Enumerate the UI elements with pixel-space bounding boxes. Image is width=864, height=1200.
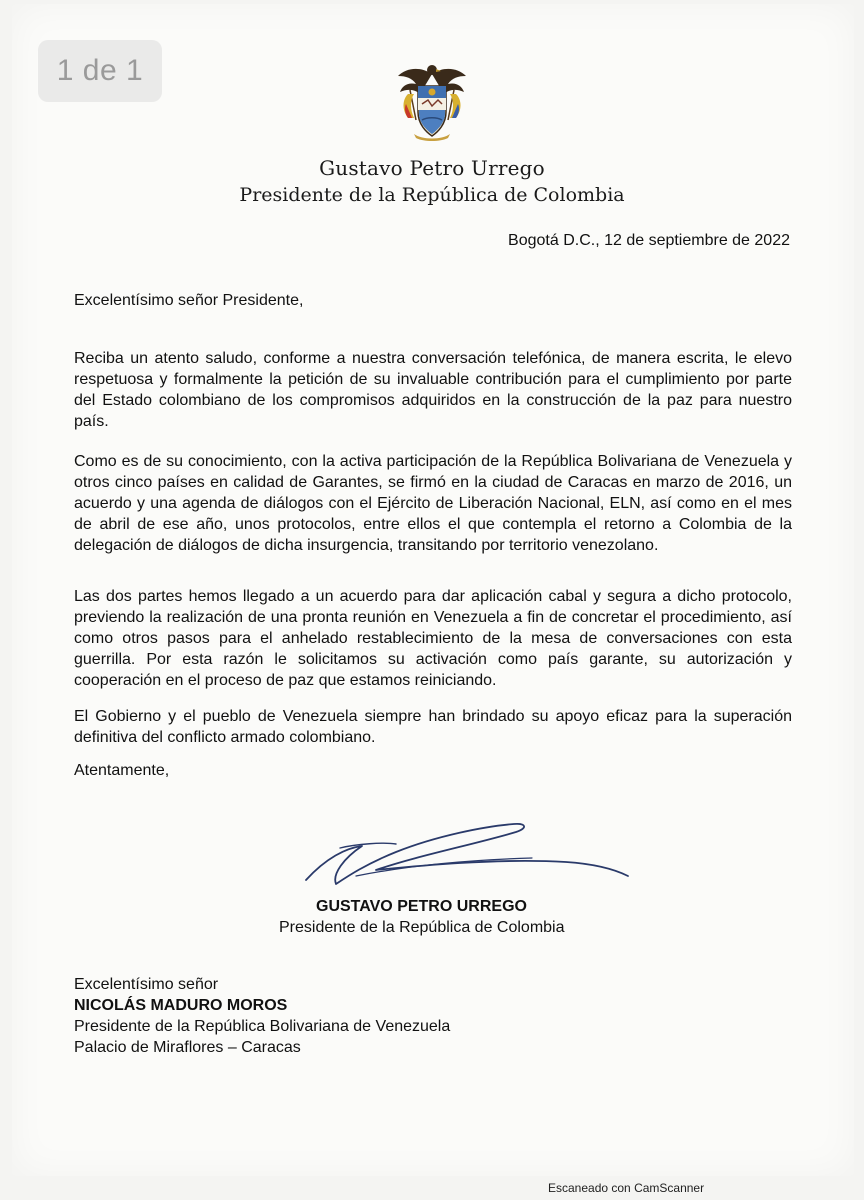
- letterhead-name: Gustavo Petro Urrego: [319, 156, 545, 180]
- addressee-block: [74, 974, 450, 1058]
- addressee-honorific: Excelentísimo señor: [74, 976, 219, 993]
- body-paragraph: El Gobierno y el pueblo de Venezuela siempre han brindado su apoyo eficaz para la superación definitiva del conflicto armado colombiano.: [74, 708, 792, 746]
- handwritten-signature-icon: [296, 818, 636, 898]
- scanner-watermark: Escaneado con CamScanner: [548, 1181, 705, 1195]
- signatory-title: Presidente de la República de Colombia: [279, 919, 565, 936]
- addressee-name: NICOLÁS MADURO MOROS: [74, 997, 288, 1014]
- coat-of-arms-icon: [392, 60, 472, 144]
- letterhead-title: Presidente de la República de Colombia: [239, 184, 625, 206]
- addressee-location: Palacio de Miraflores – Caracas: [74, 1039, 301, 1056]
- addressee-title: Presidente de la República Bolivariana de Venezuela: [74, 1018, 451, 1035]
- salutation: Excelentísimo señor Presidente,: [74, 292, 304, 309]
- body-paragraph: Las dos partes hemos llegado a un acuerdo para dar aplicación cabal y segura a dicho protocolo, previendo la realización de una pronta reunión en Venezuela a fin de concretar el procedimiento, así como otros pasos para el anhelado restablecimiento de la mesa de conversaciones con esta guerrilla. Por esta razón le solicitamos su activación como país garante, su autorización y cooperación en el proceso de paz que estamos reiniciando.: [74, 588, 792, 689]
- letter-date: Bogotá D.C., 12 de septiembre de 2022: [508, 232, 790, 249]
- body-paragraph: Reciba un atento saludo, conforme a nuestra conversación telefónica, de manera escrita, le elevo respetuosa y formalmente la petición de su invaluable contribución para el cumplimiento por parte del Estado colombiano de los compromisos adquiridos en la construcción de la paz para nuestro país.: [74, 350, 792, 430]
- closing: Atentamente,: [74, 762, 170, 779]
- page-indicator: 1 de 1: [38, 40, 162, 102]
- signatory-name: GUSTAVO PETRO URREGO: [316, 898, 527, 915]
- body-paragraph: Como es de su conocimiento, con la activa participación de la República Bolivariana de Venezuela y otros cinco países en calidad de Garantes, se firmó en la ciudad de Caracas en marzo de 2016, un acuerdo y una agenda de diálogos con el Ejército de Liberación Nacional, ELN, así como en el mes de abril de ese año, unos protocolos, entre ellos el que contempla el retorno a Colombia de la delegación de diálogos de dicha insurgencia, transitando por territorio venezolano.: [74, 453, 792, 554]
